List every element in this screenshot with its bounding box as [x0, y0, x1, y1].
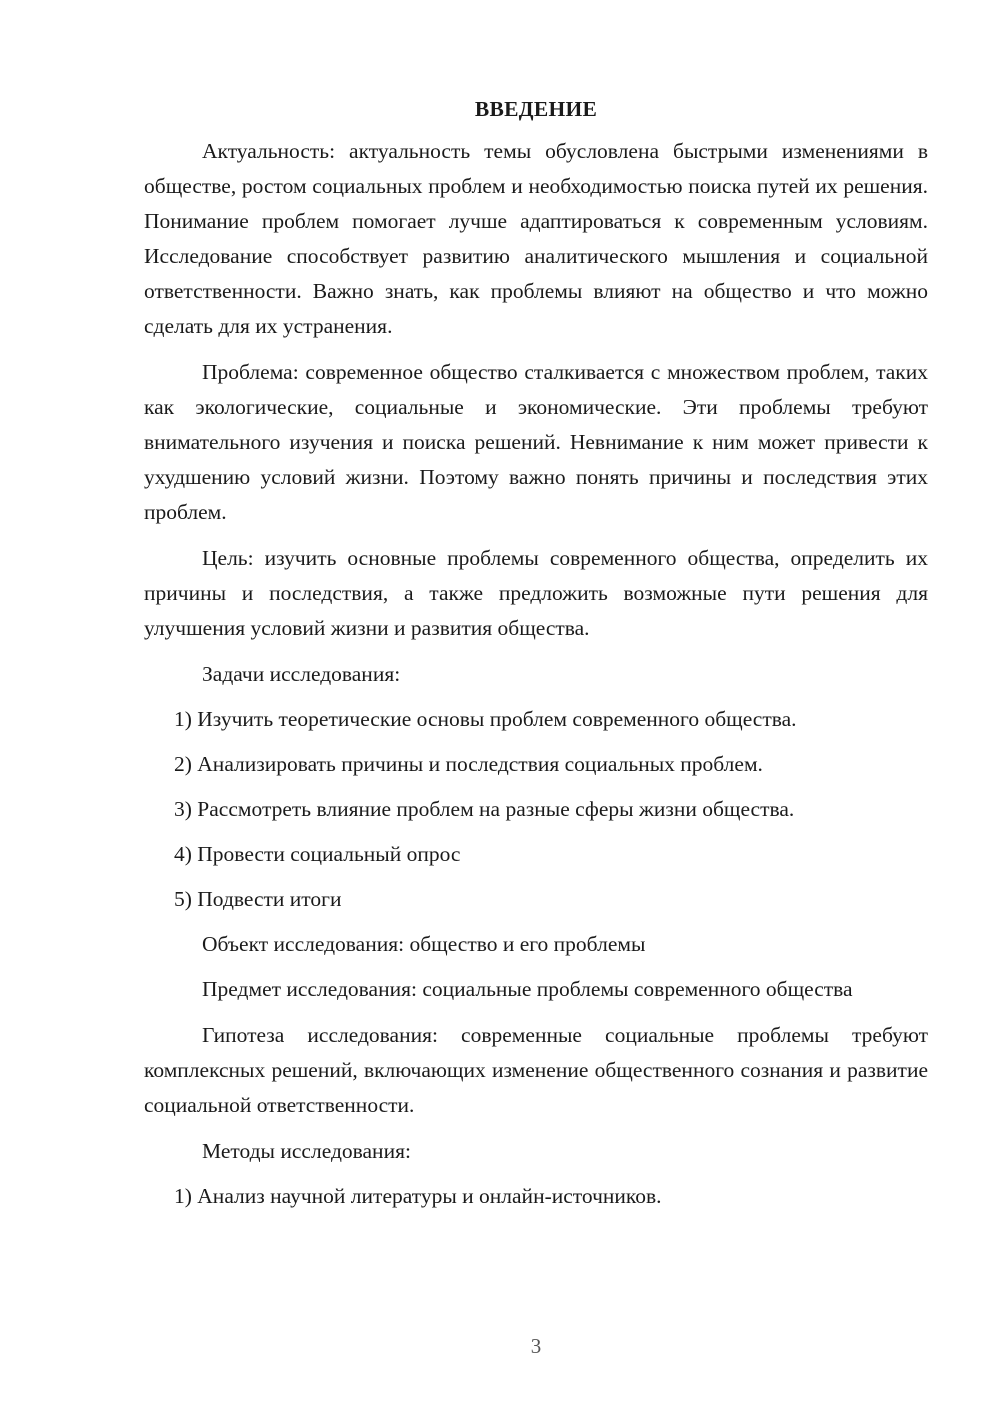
tasks-heading: Задачи исследования: [202, 662, 401, 686]
list-item: 5) Подвести итоги [174, 887, 342, 911]
page-number: 3 [530, 1334, 542, 1358]
paragraph-goal: Цель: изучить основные проблемы современного общества, определить их причины и последствия, а также предложить возможные пути решения для улучшения условий жизни и развития общества. [144, 546, 928, 640]
paragraph-relevance: Актуальность: актуальность темы обусловлена быстрыми изменениями в обществе, ростом социальных проблем и необходимостью поиска путей их решения. Понимание проблем помогает лучше адаптироваться к современным условиям. Исследование способствует развитию аналитического мышления и социальной ответственности. Важно знать, как проблемы влияют на общество и что можно сделать для их устранения. [144, 139, 928, 338]
list-item: 2) Анализировать причины и последствия социальных проблем. [174, 752, 763, 776]
list-item: 1) Изучить теоретические основы проблем современного общества. [174, 707, 797, 731]
page-title: ВВЕДЕНИЕ [474, 97, 598, 121]
paragraph-problem: Проблема: современное общество сталкивается с множеством проблем, таких как экологические, социальные и экономические. Эти проблемы требуют внимательного изучения и поиска решений. Невнимание к ним может привести к ухудшению условий жизни. Поэтому важно понять причины и последствия этих проблем. [144, 360, 928, 524]
document-page [144, 90, 928, 1224]
list-item: 1) Анализ научной литературы и онлайн-источников. [174, 1184, 662, 1208]
paragraph-object: Объект исследования: общество и его проблемы [202, 932, 646, 956]
paragraph-hypothesis: Гипотеза исследования: современные социальные проблемы требуют комплексных решений, включающих изменение общественного сознания и развитие социальной ответственности. [144, 1023, 928, 1117]
tasks-list [144, 702, 928, 917]
methods-list [144, 1179, 928, 1214]
methods-heading: Методы исследования: [202, 1139, 411, 1163]
list-item: 4) Провести социальный опрос [174, 842, 461, 866]
list-item: 3) Рассмотреть влияние проблем на разные сферы жизни общества. [174, 797, 795, 821]
paragraph-subject: Предмет исследования: социальные проблемы современного общества [202, 977, 853, 1001]
